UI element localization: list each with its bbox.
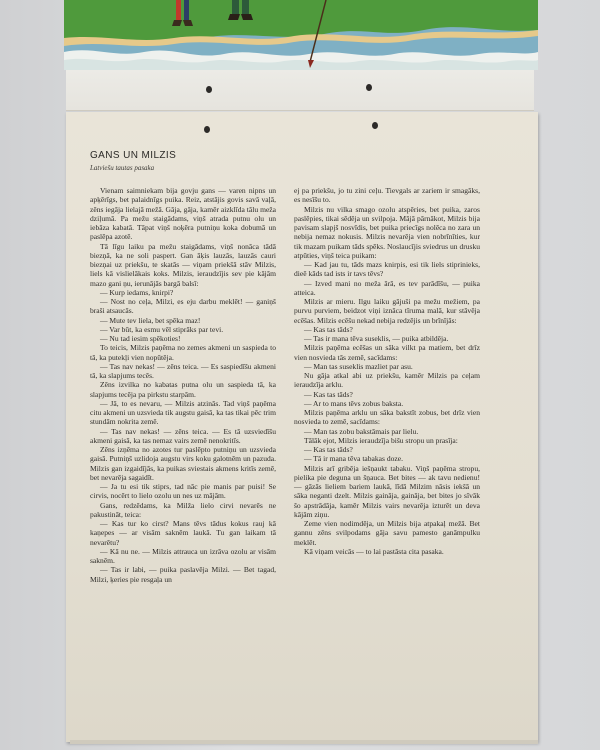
- paragraph: — Nost no ceļa, Milzi, es eju darbu meklēt! — ganiņš braši atsaucās.: [90, 297, 276, 316]
- illustration-landscape: [64, 0, 538, 70]
- paragraph: — Ja tu esi tik stiprs, tad nāc pie manis par puisi! Se cirvis, nocērt to lielo ozolu un nes uz mājām.: [90, 482, 276, 501]
- calendar-pad: [64, 0, 540, 745]
- paragraph: — Nu tad iesim spēkoties!: [100, 334, 181, 343]
- binding-hole: [204, 126, 210, 133]
- paragraph: — Kas tur ko cirst? Mans tēvs tādus kokus rauj kā kaņepes — ar visām saknēm laukā. Tu gan laikam tā nevarētu?: [90, 519, 276, 547]
- paragraph: — Ar to mans tēvs zobus baksta.: [304, 398, 404, 408]
- paragraph: — Var būt, ka esmu vēl stiprāks par tevi.: [100, 324, 224, 334]
- paragraph: Gans, redzēdams, ka Milža lielo cirvi nevarēs ne pakustināt, teica:: [90, 500, 276, 519]
- paragraph: — Tas ir mana tēva suseklis, — puika atbildēja.: [304, 334, 449, 343]
- paragraph: Milzis arī gribēja iešņaukt tabaku. Viņš paņēma stropu, pielika pie deguna un šņauca. Bet bites — ak tavu nedienu! — gāzās lieliem bariem laukā, līdā Milzim nāsis iekšā un sāka neganti dzelt. Milzis gaināja, gaināja, bet bites jo sīvāk šo apstrādāja, kamēr Milzis vairs nevarēja izturēt un deva kājām ziņu.: [294, 463, 480, 519]
- story-title: GANS UN MILZIS: [90, 150, 177, 161]
- paragraph: ej pa priekšu, jo tu zini ceļu. Tievgals ar zariem ir smagāks, es nesīšu to.: [294, 186, 480, 205]
- illustration-top: [64, 0, 538, 70]
- paragraph: Vienam saimniekam bija govju gans — varen nipns un apķērīgs, bet palaidnīgs puika. Reiz, atstājis govis savā vaļā, zēns iegāja lielajā mežā. Gāja, gāja, kamēr aizklīda tālu meža dziļumā. Pa mežu staigādams, viņš atrada putnu olu un iebāza kabatā. Tāpat viņš noķēra putniņu koka dobumā un paslēpa azotē.: [90, 186, 276, 242]
- paragraph: — Tas nav nekas! — zēns teica. — Es saspiedīšu akmeni tā, ka slapjums tecēs.: [90, 361, 276, 380]
- paragraph: — Man tas zobu bakstāmais par lielu.: [304, 426, 419, 436]
- page-stack-edge: [70, 740, 538, 744]
- paragraph: Milzis nu vilka smago ozolu atspēries, bet puika, zaros paslēpies, tikai sēdēja un svilpoja. Mājā pārnākot, Milzis bija pavisam slapjš nosvīdis, bet puika priecīgs nolēca no zara un nebija nemaz nokusis. Milzis nevarēja vien nobrīnīties, kur tik mazam puikam tāds spēks. Noslaucījis sviedrus un drusku atpūties, viņš teica puikam:: [294, 204, 480, 260]
- paragraph: — Kas tas tāds?: [304, 389, 353, 399]
- paragraph: — Izved mani no meža ārā, es tev parādīšu, — puika atteica.: [294, 278, 480, 297]
- paragraph: — Kad jau tu, tāds mazs knirpis, esi tik liels stiprinieks, dieē kāds tad ists ir tavs tēvs?: [294, 260, 480, 279]
- paragraph: — Kas tas tāds?: [304, 445, 353, 454]
- paragraph: — Tā ir mana tēva tabakas doze.: [304, 454, 403, 464]
- paragraph: Milzis paņēma ecēšas un sāka vilkt pa matiem, bet drīz vien nosvieda tās zemē, sacīdams:: [294, 343, 480, 362]
- paragraph: — Kas tas tāds?: [304, 324, 353, 334]
- binding-hole: [206, 86, 212, 93]
- story-page: [66, 112, 538, 742]
- paragraph: Zēns izvilka no kabatas putna olu un saspieda tā, ka slapjums tecēja pa pirkstu starpām.: [90, 380, 276, 399]
- story-subtitle: Latviešu tautas pasaka: [90, 164, 155, 172]
- paragraph: — Kā nu ne. — Milzis attrauca un izrāva ozolu ar visām saknēm.: [90, 546, 276, 565]
- text-column-left: [90, 184, 276, 584]
- paragraph: Kā viņam veicās — to lai pastāsta cita pasaka.: [304, 546, 444, 556]
- paragraph: — Jā, to es nevaru, — Milzis atzinās. Tad viņš paņēma citu akmeni un uzsvieda tik augstu gaisā, ka tas tikai pēc trim stundām nokrita zemē.: [90, 398, 276, 427]
- paragraph: Milzis ar mieru. Ilgu laiku gājuši pa mežu mežiem, pa purvu purviem, beidzot viņi iznāca tīruma malā, kur stāvēja ecēšas. Milzis ecēšu nekad nebija redzējis un brīnījās:: [294, 297, 480, 325]
- calendar-binding-strip: [66, 70, 534, 111]
- paragraph: — Tas nav nekas! — zēns teica. — Es tā uzsviedīšu akmeni gaisā, ka tas nemaz vairs zemē nenokritīs.: [90, 426, 276, 445]
- binding-hole: [366, 84, 372, 91]
- paragraph: Nu gāja atkal abi uz priekšu, kamēr Milzis pa ceļam ieraudzīja arklu.: [294, 371, 480, 390]
- paragraph: — Mute tev liela, bet spēka maz!: [100, 315, 201, 325]
- binding-hole: [372, 122, 378, 129]
- paragraph: — Man tas suseklis mazliet par asu.: [304, 361, 413, 371]
- paragraph: To teicis, Milzis paņēma no zemes akmeni un saspieda to tā, ka putekļi vien nopūtēja.: [90, 343, 276, 362]
- paragraph: Zēns izņēma no azotes tur paslēpto putniņu un uzsvieda gaisā. Putniņš uzlidoja augstu virs koku galotnēm un pazuda. Milzis gan izgaidījās, ka puikas sviestais akmens kritīs zemē, bet nevarēja sagaidīt.: [90, 445, 276, 482]
- paragraph: — Tas ir labi, — puika paslavēja Milzi. — Bet tagad, Milzi, ķeries pie resgaļa un: [90, 565, 276, 584]
- paragraph: Tālāk ejot, Milzis ieraudzīja bišu stropu un prasīja:: [304, 435, 458, 445]
- paragraph: Tā līgu laiku pa mežu staigādams, viņš nonāca tādā biezņā, ka ne soli paspert. Gan āķis lauzās, lauzās cauri biezņai uz priekšu, te skatās — viņam priekšā stāv Milzis, liels kā vislielākais koks. Milzis, ieraudzījis sev pie kājām mazo gani ņu, ierunājās bargā balsī:: [90, 241, 276, 288]
- paragraph: — Kurp iedams, knirpi?: [100, 287, 174, 297]
- text-column-right: [294, 184, 480, 556]
- paragraph: Zeme vien nodimdēja, un Milzis bija atpakaļ mežā. Bet gannu zēns svilpodams gāja savu pamesto ganāmpulku meklēt.: [294, 519, 480, 547]
- paragraph: Milzis paņēma arklu un sāka bakstīt zobus, bet drīz vien nosvieda to zemē, sacīdams:: [294, 408, 480, 427]
